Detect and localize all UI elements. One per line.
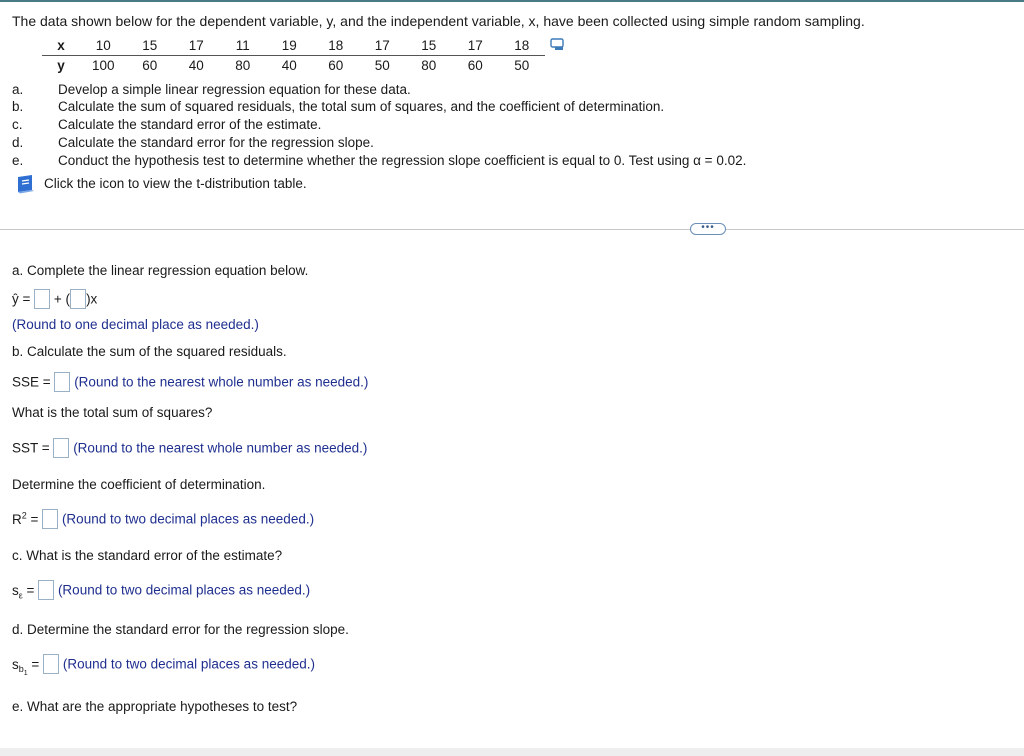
sst-input[interactable] <box>53 438 69 458</box>
sse-input[interactable] <box>54 372 70 392</box>
se-label: $s_\varepsilon$ = <box>12 582 35 601</box>
plus-sign: + ( <box>53 291 71 307</box>
copy-data-icon[interactable] <box>550 38 566 51</box>
y-value: 40 <box>188 58 204 73</box>
part-d-prompt: d. Determine the standard error for the regression slope. <box>12 622 349 637</box>
round-hint: (Round to one decimal place as needed.) <box>12 317 259 332</box>
y-header: y <box>57 58 65 73</box>
task-text: Calculate the sum of squared residuals, the total sum of squares, and the coefficient of determination. <box>58 99 665 114</box>
y-value: 60 <box>328 58 344 73</box>
task-text: Conduct the hypothesis test to determine whether the regression slope coefficient is equal to 0. Test using α = 0.02. <box>58 153 747 168</box>
x-value: 10 <box>80 36 127 56</box>
round-hint: (Round to the nearest whole number as needed.) <box>73 440 368 456</box>
part-b-prompt: b. Calculate the sum of the squared residuals. <box>12 344 287 359</box>
section-divider <box>0 229 1024 230</box>
y-value: 50 <box>374 58 390 73</box>
part-a-prompt: a. Complete the linear regression equation below. <box>12 263 309 278</box>
intercept-input[interactable] <box>34 289 50 309</box>
t-table-link[interactable]: Click the icon to view the t-distribution table. <box>44 176 307 191</box>
x-value: 17 <box>359 36 406 56</box>
x-row <box>42 36 545 56</box>
sse-label: SSE = <box>12 374 51 390</box>
task-text: Calculate the standard error of the estimate. <box>58 117 322 132</box>
y-value: 100 <box>91 58 115 73</box>
task-letter: e. <box>12 153 24 168</box>
part-c-prompt: c. What is the standard error of the estimate? <box>12 548 283 563</box>
x-value: 18 <box>499 36 546 56</box>
sb1-label: $s_{b_1}$ = <box>12 656 40 678</box>
book-icon[interactable] <box>15 174 37 194</box>
x-value: 19 <box>266 36 313 56</box>
x-value: 17 <box>452 36 499 56</box>
data-table <box>42 36 545 75</box>
bottom-bar <box>0 748 1024 756</box>
task-letter: b. <box>12 99 24 114</box>
y-row <box>42 56 545 76</box>
task-letter: c. <box>12 117 23 132</box>
y-value: 80 <box>421 58 437 73</box>
yhat-label: ŷ = <box>12 291 31 307</box>
se-input[interactable] <box>38 580 54 600</box>
more-button[interactable]: ••• <box>690 223 726 235</box>
se-row <box>12 581 310 601</box>
task-text: Develop a simple linear regression equation for these data. <box>58 82 411 97</box>
y-value: 50 <box>514 58 530 73</box>
r2-label: $R^2$ = <box>12 510 39 527</box>
y-value: 80 <box>235 58 251 73</box>
task-text: Calculate the standard error for the regression slope. <box>58 135 374 150</box>
slope-input[interactable] <box>70 289 86 309</box>
x-value: 11 <box>220 36 267 56</box>
problem-intro: The data shown below for the dependent variable, y, and the independent variable, x, have been collected using simple random sampling. <box>12 13 865 29</box>
part-e-prompt: e. What are the appropriate hypotheses to test? <box>12 699 298 714</box>
x-value: 18 <box>313 36 360 56</box>
sst-label: SST = <box>12 440 50 456</box>
x-header: x <box>42 36 80 56</box>
x-term: )x <box>86 291 98 307</box>
round-hint: (Round to two decimal places as needed.) <box>61 511 315 527</box>
r2-prompt: Determine the coefficient of determination. <box>12 477 266 492</box>
task-letter: d. <box>12 135 24 150</box>
r2-row <box>12 510 314 530</box>
sst-row <box>12 439 367 459</box>
top-accent-line <box>0 0 1024 2</box>
sse-row <box>12 373 368 393</box>
x-value: 17 <box>173 36 220 56</box>
round-hint: (Round to two decimal places as needed.) <box>57 582 311 598</box>
sb1-row <box>12 655 315 677</box>
round-hint: (Round to the nearest whole number as needed.) <box>74 374 369 390</box>
y-value: 60 <box>467 58 483 73</box>
sst-prompt: What is the total sum of squares? <box>12 405 213 420</box>
sb1-input[interactable] <box>43 654 59 674</box>
x-value: 15 <box>406 36 453 56</box>
r2-input[interactable] <box>42 509 58 529</box>
y-value: 40 <box>281 58 297 73</box>
task-letter: a. <box>12 82 24 97</box>
x-value: 15 <box>127 36 174 56</box>
round-hint: (Round to two decimal places as needed.) <box>62 656 315 672</box>
y-value: 60 <box>142 58 158 73</box>
regression-equation <box>12 290 97 310</box>
